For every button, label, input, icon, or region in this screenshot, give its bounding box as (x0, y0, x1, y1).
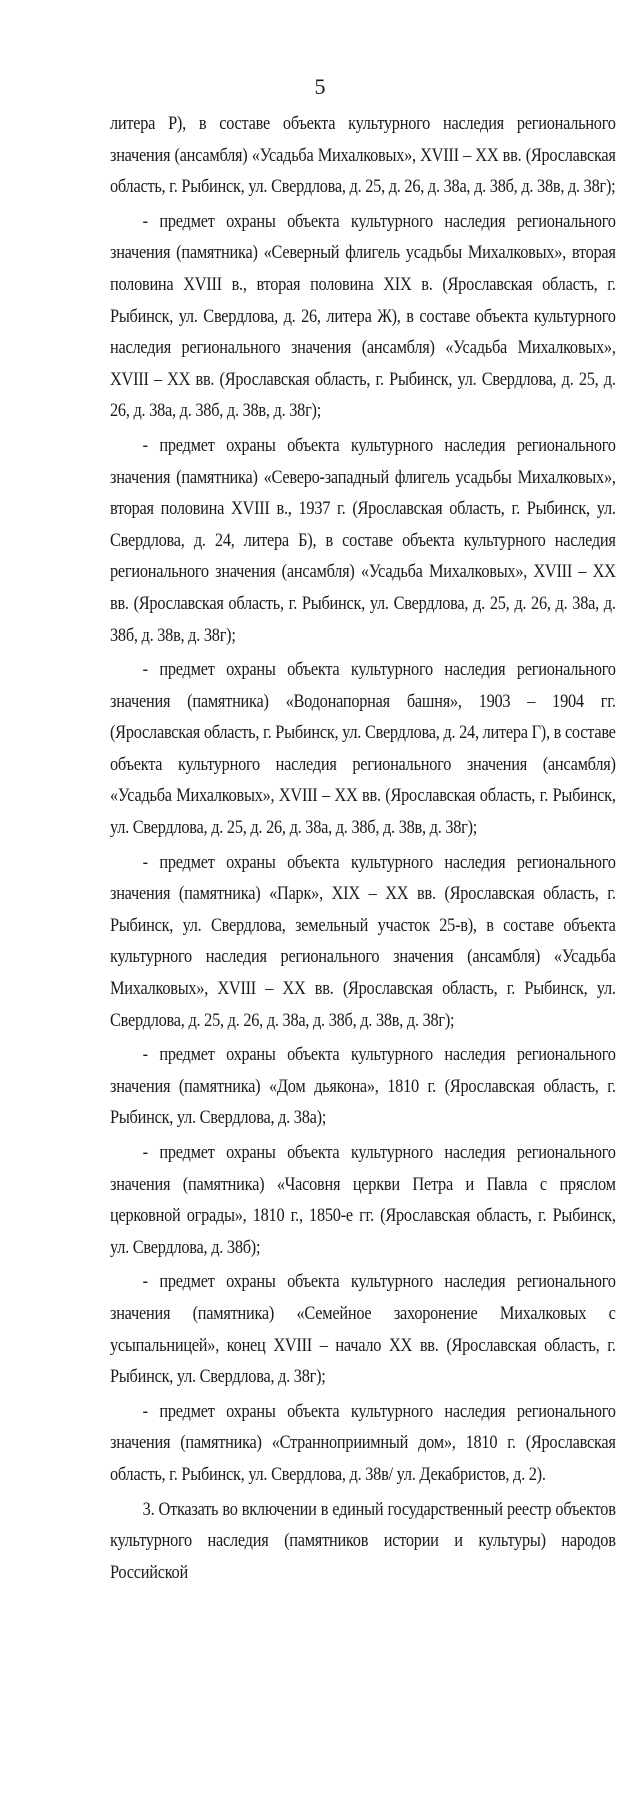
paragraph-northwest-wing: - предмет охраны объекта культурного наследия регионального значения (памятника) «Северо-западный флигель усадьбы Михалковых», вторая половина XVIII в., 1937 г. (Ярославская область, г. Рыбинск, ул. Свердлова, д. 24, литера Б), в составе объекта культурного наследия регионального значения (ансамбля) «Усадьба Михалковых», XVIII – XX вв. (Ярославская область, г. Рыбинск, ул. Свердлова, д. 25, д. 26, д. 38а, д. 38б, д. 38в, д. 38г); (110, 434, 616, 646)
paragraph-hospice-house: - предмет охраны объекта культурного наследия регионального значения (памятника) «Странноприимный дом», 1810 г. (Ярославская область, г. Рыбинск, ул. Свердлова, д. 38в/ ул. Декабристов, д. 2). (110, 1400, 616, 1485)
paragraph-deacon-house: - предмет охраны объекта культурного наследия регионального значения (памятника) «Дом дьякона», 1810 г. (Ярославская область, г. Рыбинск, ул. Свердлова, д. 38а); (110, 1044, 616, 1129)
paragraph-water-tower: - предмет охраны объекта культурного наследия регионального значения (памятника) «Водонапорная башня», 1903 – 1904 гг. (Ярославская область, г. Рыбинск, ул. Свердлова, д. 24, литера Г), в составе объекта культурного наследия регионального значения (ансамбля) «Усадьба Михалковых», XVIII – XX вв. (Ярославская область, г. Рыбинск, ул. Свердлова, д. 25, д. 26, д. 38а, д. 38б, д. 38в, д. 38г); (110, 659, 616, 839)
paragraph-park: - предмет охраны объекта культурного наследия регионального значения (памятника) «Парк», XIX – XX вв. (Ярославская область, г. Рыбинск, ул. Свердлова, земельный участок 25-в), в составе объекта культурного наследия регионального значения (ансамбля) «Усадьба Михалковых», XVIII – XX вв. (Ярославская область, г. Рыбинск, ул. Свердлова, д. 25, д. 26, д. 38а, д. 38б, д. 38в, д. 38г); (110, 851, 616, 1031)
paragraph-north-wing: - предмет охраны объекта культурного наследия регионального значения (памятника) «Северный флигель усадьбы Михалковых», вторая половина XVIII в., вторая половина XIX в. (Ярославская область, г. Рыбинск, ул. Свердлова, д. 26, литера Ж), в составе объекта культурного наследия регионального значения (ансамбля) «Усадьба Михалковых», XVIII – XX вв. (Ярославская область, г. Рыбинск, ул. Свердлова, д. 25, д. 26, д. 38а, д. 38б, д. 38в, д. 38г); (110, 210, 616, 422)
paragraph-item-3: 3. Отказать во включении в единый государственный реестр объектов культурного наследия (памятников истории и культуры) народов Российской (110, 1498, 616, 1583)
paragraph-chapel: - предмет охраны объекта культурного наследия регионального значения (памятника) «Часовня церкви Петра и Павла с пряслом церковной ограды», 1810 г., 1850-е гг. (Ярославская область, г. Рыбинск, ул. Свердлова, д. 38б); (110, 1142, 616, 1258)
document-body (110, 108, 616, 1591)
paragraph-family-burial: - предмет охраны объекта культурного наследия регионального значения (памятника) «Семейное захоронение Михалковых с усыпальницей», конец XVIII – начало XX вв. (Ярославская область, г. Рыбинск, ул. Свердлова, д. 38г); (110, 1271, 616, 1388)
paragraph-1-continuation: литера Р), в составе объекта культурного наследия регионального значения (ансамбля) «Усадьба Михалковых», XVIII – XX вв. (Ярославская область, г. Рыбинск, ул. Свердлова, д. 25, д. 26, д. 38а, д. 38б, д. 38в, д. 38г); (110, 113, 616, 198)
page-number: 5 (314, 74, 326, 99)
